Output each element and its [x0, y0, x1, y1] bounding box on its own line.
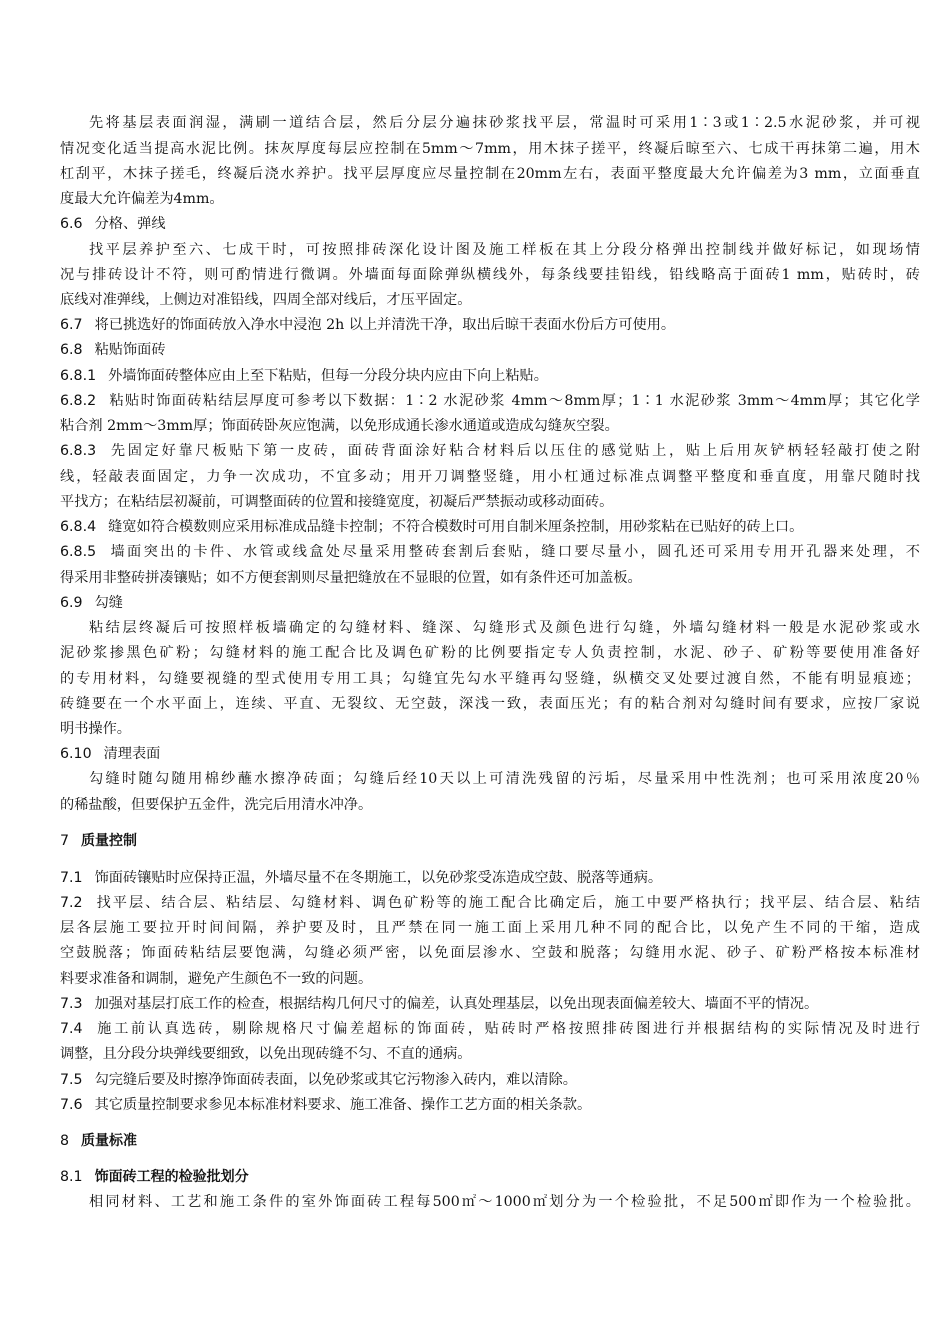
- line-text: 缝宽如符合模数则应采用标准成品缝卡控制；不符合模数时可用自制米厘条控制，用砂浆粘在已贴好的砖上口。: [108, 519, 804, 535]
- clause-number: 6.8.4: [60, 519, 97, 535]
- line-text: 将已挑选好的饰面砖放入净水中浸泡 2h 以上并清洗干净，取出后晾干表面水份后方可使用。: [94, 317, 676, 333]
- line-text: 砖缝要在一个水平面上，连续、平直、无裂纹、无空鼓，深浅一致，表面压光；有的粘合剂对勾缝时间有要求，应按厂家说: [60, 696, 920, 712]
- section-heading: [60, 831, 920, 851]
- text-line: [60, 568, 920, 588]
- text-line: [60, 795, 920, 815]
- clause-number: 7: [60, 833, 70, 849]
- text-line: [60, 542, 920, 562]
- text-line: [60, 189, 920, 209]
- clause-number: 7.6: [60, 1097, 83, 1113]
- line-text: 加强对基层打底工作的检查，根据结构几何尺寸的偏差，认真处理基层，以免出现表面偏差较大、墙面不平的情况。: [94, 996, 819, 1012]
- line-text: 质量控制: [81, 833, 138, 849]
- clause-number: 6.8.3: [60, 443, 97, 459]
- text-line: [89, 113, 920, 133]
- clause-number: 7.3: [60, 996, 83, 1012]
- line-text: 层各层施工要拉开时间间隔，养护要及时，且严禁在同一施工面上采用几种不同的配合比，以免产生不同的干缩，造成: [60, 920, 920, 936]
- text-line: [60, 315, 920, 335]
- line-text: 明书操作。: [60, 721, 131, 737]
- text-line: [60, 969, 920, 989]
- line-text: 外墙饰面砖整体应由上至下粘贴，但每一分段分块内应由下向上粘贴。: [108, 368, 548, 384]
- text-line: [60, 918, 920, 938]
- text-line: [60, 943, 920, 963]
- line-text: 其它质量控制要求参见本标准材料要求、施工准备、操作工艺方面的相关条款。: [94, 1097, 592, 1113]
- clause-number: 7.2: [60, 895, 83, 911]
- line-text: 相同材料、工艺和施工条件的室外饰面砖工程每500㎡～1000㎡划分为一个检验批，不足500㎡即作为一个检验批。: [89, 1194, 920, 1210]
- line-text: 施工前认真选砖，剔除规格尺寸偏差超标的饰面砖，贴砖时严格按照排砖图进行并根据结构的实际情况及时进行: [94, 1021, 920, 1037]
- text-line: [89, 1192, 920, 1212]
- line-text: 平找方；在粘结层初凝前，可调整面砖的位置和接缝宽度，初凝后严禁振动或移动面砖。: [60, 494, 614, 510]
- line-text: 的稀盐酸，但要保护五金件，洗完后用清水冲净。: [60, 797, 373, 813]
- text-line: [60, 290, 920, 310]
- text-line: [60, 492, 920, 512]
- line-text: 粘贴饰面砖: [94, 342, 166, 358]
- text-line: [60, 1095, 920, 1115]
- text-line: [89, 618, 920, 638]
- line-text: 空鼓脱落；饰面砖粘结层要饱满，勾缝必须严密，以免面层渗水、空鼓和脱落；勾缝用水泥、砂子、矿粉严格按本标准材: [60, 945, 920, 961]
- text-line: [60, 893, 920, 913]
- text-line: [60, 1019, 920, 1039]
- line-text: 勾缝: [94, 595, 123, 611]
- line-text: 粘结层终凝后可按照样板墙确定的勾缝材料、缝深、勾缝形式及颜色进行勾缝，外墙勾缝材料一般是水泥砂浆或水: [89, 620, 920, 636]
- line-text: 勾完缝后要及时擦净饰面砖表面，以免砂浆或其它污物渗入砖内，难以清除。: [94, 1072, 577, 1088]
- line-text: 质量标准: [81, 1133, 138, 1149]
- text-line: [60, 441, 920, 461]
- subsection-heading: [60, 593, 920, 613]
- text-line: [60, 164, 920, 184]
- line-text: 况与排砖设计不符，则可酌情进行微调。外墙面每面除弹纵横线外，每条线要挂铅线，铅线略高于面砖1 mm，贴砖时，砖: [60, 267, 920, 283]
- line-text: 粘合剂 2mm～3mm厚；饰面砖卧灰应饱满，以免形成通长渗水通道或造成勾缝灰空裂。: [60, 418, 619, 434]
- text-line: [60, 643, 920, 663]
- line-text: 杠刮平，木抹子搓毛，终凝后浇水养护。找平层厚度应尽量控制在20mm左右，表面平整度最大允许偏差为3 mm，立面垂直: [60, 166, 920, 182]
- clause-number: 6.6: [60, 216, 83, 232]
- clause-number: 8: [60, 1133, 70, 1149]
- line-text: 清理表面: [103, 746, 161, 762]
- line-text: 粘贴时饰面砖粘结层厚度可参考以下数据：1∶2 水泥砂浆 4mm～8mm厚；1∶1 水泥砂浆 3mm～4mm厚；其它化学: [108, 393, 920, 409]
- line-text: 饰面砖工程的检验批划分: [94, 1169, 249, 1185]
- text-line: [60, 994, 920, 1014]
- line-text: 勾缝时随勾随用棉纱蘸水擦净砖面；勾缝后经10天以上可清洗残留的污垢，尽量采用中性洗剂；也可采用浓度20％: [89, 771, 920, 787]
- line-text: 情况变化适当提高水泥比例。抹灰厚度每层应控制在5mm～7mm，用木抹子搓平，终凝后晾至六、七成干再抹第二遍，用木: [60, 141, 920, 157]
- line-text: 线，轻敲表面固定，力争一次成功，不宜多动；用开刀调整竖缝，用小杠通过标准点调整平整度和垂直度，用靠尺随时找: [60, 469, 920, 485]
- line-text: 调整，且分段分块弹线要细致，以免出现砖缝不匀、不直的通病。: [60, 1046, 472, 1062]
- text-line: [89, 240, 920, 260]
- line-text: 度最大允许偏差为4mm。: [60, 191, 224, 207]
- clause-number: 8.1: [60, 1169, 83, 1185]
- text-line: [60, 265, 920, 285]
- text-line: [60, 1044, 920, 1064]
- clause-number: 7.1: [60, 870, 83, 886]
- clause-number: 7.4: [60, 1021, 83, 1037]
- line-text: 饰面砖镶贴时应保持正温，外墙尽量不在冬期施工，以免砂浆受冻造成空鼓、脱落等通病。: [94, 870, 663, 886]
- subsection-heading: [60, 214, 920, 234]
- subsection-heading: [60, 744, 920, 764]
- text-line: [60, 467, 920, 487]
- text-line: [60, 719, 920, 739]
- text-line: [60, 416, 920, 436]
- line-text: 得采用非整砖拼凑镶贴；如不方便套割则尽量把缝放在不显眼的位置，如有条件还可加盖板。: [60, 570, 642, 586]
- line-text: 墙面突出的卡件、水管或线盒处尽量采用整砖套割后套贴，缝口要尽量小，圆孔还可采用专用开孔器来处理，不: [108, 544, 920, 560]
- line-text: 先将基层表面润湿，满刷一道结合层，然后分层分遍抹砂浆找平层，常温时可采用1∶3或1∶2.5水泥砂浆，并可视: [89, 115, 920, 131]
- text-line: [60, 694, 920, 714]
- line-text: 的专用材料，勾缝要视缝的型式使用专用工具；勾缝宜先勾水平缝再勾竖缝，纵横交叉处要过渡自然，不能有明显痕迹；: [60, 671, 920, 687]
- clause-number: 6.9: [60, 595, 83, 611]
- clause-number: 6.8: [60, 342, 83, 358]
- line-text: 先固定好靠尺板贴下第一皮砖，面砖背面涂好粘合材料后以压住的感觉贴上，贴上后用灰铲柄轻轻敲打使之附: [108, 443, 920, 459]
- text-line: [60, 517, 920, 537]
- section-heading: [60, 1131, 920, 1151]
- clause-number: 6.8.1: [60, 368, 97, 384]
- text-line: [60, 868, 920, 888]
- text-line: [60, 391, 920, 411]
- clause-number: 6.8.5: [60, 544, 97, 560]
- text-line: [60, 366, 920, 386]
- line-text: 找平层养护至六、七成干时，可按照排砖深化设计图及施工样板在其上分段分格弹出控制线并做好标记，如现场情: [89, 242, 920, 258]
- clause-number: 6.10: [60, 746, 92, 762]
- clause-number: 6.7: [60, 317, 83, 333]
- line-text: 找平层、结合层、粘结层、勾缝材料、调色矿粉等的施工配合比确定后，施工中要严格执行；找平层、结合层、粘结: [94, 895, 920, 911]
- line-text: 泥砂浆掺黑色矿粉；勾缝材料的施工配合比及调色矿粉的比例要指定专人负责控制，水泥、砂子、矿粉等要使用准备好: [60, 645, 920, 661]
- line-text: 料要求准备和调制，避免产生颜色不一致的问题。: [60, 971, 373, 987]
- clause-number: 6.8.2: [60, 393, 97, 409]
- clause-number: 7.5: [60, 1072, 83, 1088]
- text-line: [60, 1070, 920, 1090]
- line-text: 分格、弹线: [94, 216, 166, 232]
- section-heading: [60, 1167, 920, 1187]
- line-text: 底线对准弹线，上侧边对准铅线，四周全部对线后，才压平固定。: [60, 292, 472, 308]
- subsection-heading: [60, 340, 920, 360]
- text-line: [60, 139, 920, 159]
- text-line: [89, 769, 920, 789]
- text-line: [60, 669, 920, 689]
